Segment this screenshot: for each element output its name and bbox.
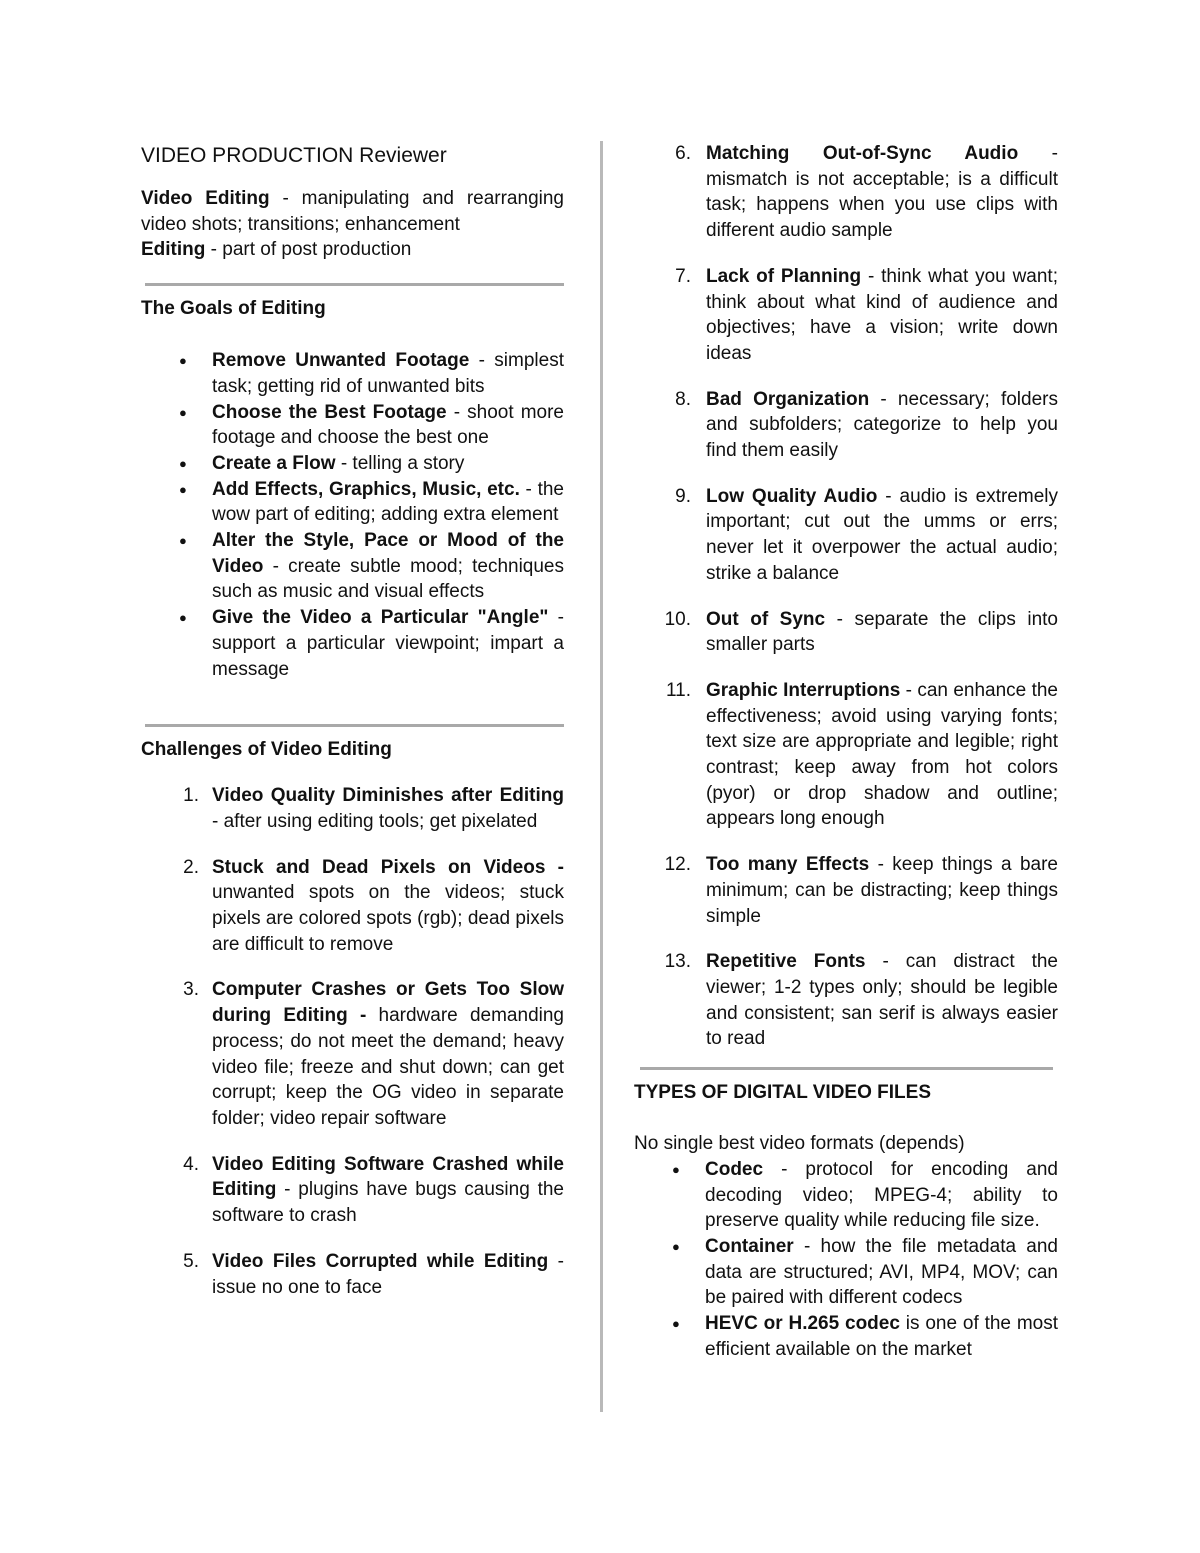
item-number: 10.	[664, 608, 691, 630]
right-column	[634, 141, 1058, 1362]
item-desc: - the wow part of editing; adding extra element	[212, 478, 564, 526]
challenges-list-part-1	[141, 783, 564, 1300]
item-desc: - keep things a bare minimum; can be distracting; keep things simple	[706, 854, 1058, 927]
section-divider	[145, 724, 564, 727]
item-term: Remove Unwanted Footage	[212, 350, 470, 372]
types-list	[634, 1157, 1058, 1363]
item-desc: - mismatch is not acceptable; is a difficult task; happens when you use clips with different audio sample	[706, 143, 1058, 242]
item-term: HEVC or H.265 codec	[705, 1313, 900, 1335]
intro-desc: - manipulating and rearranging video shots; transitions; enhancement	[141, 188, 564, 235]
item-term: Codec	[705, 1158, 764, 1180]
item-term: Lack of Planning	[706, 265, 862, 287]
challenges-list-part-2	[634, 141, 1058, 1052]
list-item	[634, 852, 1058, 929]
goals-heading: The Goals of Editing	[141, 298, 326, 320]
item-term: Graphic Interruptions	[706, 679, 901, 701]
item-term: Video Quality Diminishes after Editing	[212, 785, 564, 807]
item-number: 8.	[675, 388, 691, 410]
goals-list	[141, 348, 564, 682]
item-desc: hardware demanding process; do not meet the demand; heavy video file; freeze and shut down; can get corrupt; keep the OG video in separate folder; video repair software	[212, 1005, 564, 1129]
item-desc: - protocol for encoding and decoding video; MPEG-4; ability to preserve quality while reducing file size.	[705, 1158, 1058, 1232]
item-number: 3.	[183, 979, 199, 1001]
item-desc: - telling a story	[335, 452, 465, 474]
item-desc: - support a particular viewpoint; impart a message	[212, 607, 564, 680]
section-divider	[145, 283, 564, 286]
section-divider	[640, 1067, 1053, 1070]
bullet-icon: ●	[179, 533, 187, 549]
list-item	[634, 387, 1058, 464]
list-item	[634, 607, 1058, 658]
item-desc: - shoot more footage and choose the best one	[212, 401, 565, 449]
intro-term: Video Editing	[141, 188, 270, 209]
item-desc: - simplest task; getting rid of unwanted bits	[212, 350, 564, 397]
document-title: VIDEO PRODUCTION Reviewer	[141, 144, 447, 167]
bullet-icon: ●	[672, 1238, 680, 1254]
item-number: 9.	[675, 485, 691, 507]
item-term: Matching Out-of-Sync Audio	[706, 143, 1019, 164]
item-number: 12.	[664, 854, 691, 876]
list-item	[141, 477, 564, 528]
item-term: Too many Effects	[706, 854, 870, 876]
item-term: Repetitive Fonts	[706, 951, 866, 973]
item-term: Alter the Style, Pace or Mood of the Video	[212, 530, 564, 577]
item-term: Stuck and Dead Pixels on Videos -	[212, 856, 564, 878]
list-item	[141, 855, 564, 958]
list-item	[141, 977, 564, 1131]
item-number: 5.	[183, 1250, 199, 1272]
item-term: Choose the Best Footage	[212, 401, 447, 423]
list-item	[141, 348, 564, 399]
bullet-icon: ●	[179, 404, 187, 420]
bullet-icon: ●	[672, 1161, 680, 1177]
item-term: Create a Flow	[212, 452, 336, 474]
item-desc: - can enhance the effectiveness; avoid using varying fonts; text size are appropriate and legible; right contrast; keep away from hot colors (pyor) or drop shadow and outline; appears long enough	[706, 679, 1058, 830]
item-term: Out of Sync	[706, 608, 826, 630]
list-item	[141, 400, 564, 451]
list-item	[634, 678, 1058, 832]
list-item	[634, 949, 1058, 1052]
list-item	[634, 484, 1058, 587]
list-item	[634, 264, 1058, 367]
bullet-icon: ●	[179, 610, 187, 626]
bullet-icon: ●	[672, 1316, 680, 1332]
intro-line	[141, 186, 564, 237]
item-number: 13.	[664, 951, 691, 973]
item-number: 11.	[665, 679, 691, 701]
list-item	[634, 141, 1058, 244]
item-term: Video Files Corrupted while Editing	[212, 1250, 549, 1272]
item-term: Bad Organization	[706, 388, 870, 410]
item-number: 4.	[183, 1153, 199, 1175]
item-term: Low Quality Audio	[706, 485, 878, 507]
list-item	[141, 783, 564, 834]
item-desc: - separate the clips into smaller parts	[706, 608, 1058, 656]
item-term: Video Editing Software Crashed while Editing	[212, 1153, 564, 1201]
types-heading: TYPES OF DIGITAL VIDEO FILES	[634, 1082, 931, 1104]
item-desc: - issue no one to face	[212, 1250, 564, 1298]
item-number: 1.	[183, 785, 199, 807]
item-term: Container	[705, 1235, 794, 1257]
list-item	[634, 1234, 1058, 1311]
intro-desc: - part of post production	[205, 239, 412, 261]
list-item	[141, 451, 564, 477]
item-term: Add Effects, Graphics, Music, etc.	[212, 478, 520, 500]
item-desc: - create subtle mood; techniques such as music and visual effects	[212, 555, 564, 603]
item-term: Give the Video a Particular "Angle"	[212, 607, 549, 629]
left-column	[141, 142, 564, 1320]
item-desc: is one of the most efficient available on the market	[705, 1313, 1058, 1360]
list-item	[634, 1311, 1058, 1362]
list-item	[141, 528, 564, 605]
item-desc: unwanted spots on the videos; stuck pixels are colored spots (rgb); dead pixels are difficult to remove	[212, 882, 564, 955]
list-item	[141, 1249, 564, 1300]
list-item	[141, 1152, 564, 1229]
item-desc: - can distract the viewer; 1-2 types only; should be legible and consistent; san serif is always easier to read	[706, 951, 1058, 1050]
intro-term: Editing	[141, 239, 206, 261]
item-number: 7.	[675, 265, 691, 287]
types-intro: No single best video formats (depends)	[634, 1133, 965, 1155]
item-desc: - necessary; folders and subfolders; categorize to help you find them easily	[706, 388, 1058, 462]
bullet-icon: ●	[179, 481, 187, 497]
challenges-heading: Challenges of Video Editing	[141, 739, 392, 761]
item-desc: - plugins have bugs causing the software to crash	[212, 1179, 564, 1227]
bullet-icon: ●	[179, 455, 187, 471]
item-desc: - how the file metadata and data are structured; AVI, MP4, MOV; can be paired with different codecs	[705, 1235, 1058, 1309]
item-desc: - audio is extremely important; cut out the umms or errs; never let it overpower the actual audio; strike a balance	[706, 485, 1058, 584]
item-number: 2.	[183, 856, 199, 878]
item-desc: - after using editing tools; get pixelated	[212, 810, 538, 832]
list-item	[634, 1157, 1058, 1234]
column-divider	[600, 141, 603, 1412]
item-number: 6.	[675, 143, 691, 164]
item-desc: - think what you want; think about what kind of audience and objectives; have a vision; write down ideas	[706, 265, 1058, 364]
intro-line	[141, 237, 564, 263]
list-item	[141, 605, 564, 682]
item-term: Computer Crashes or Gets Too Slow during Editing -	[212, 979, 564, 1027]
bullet-icon: ●	[179, 353, 187, 369]
